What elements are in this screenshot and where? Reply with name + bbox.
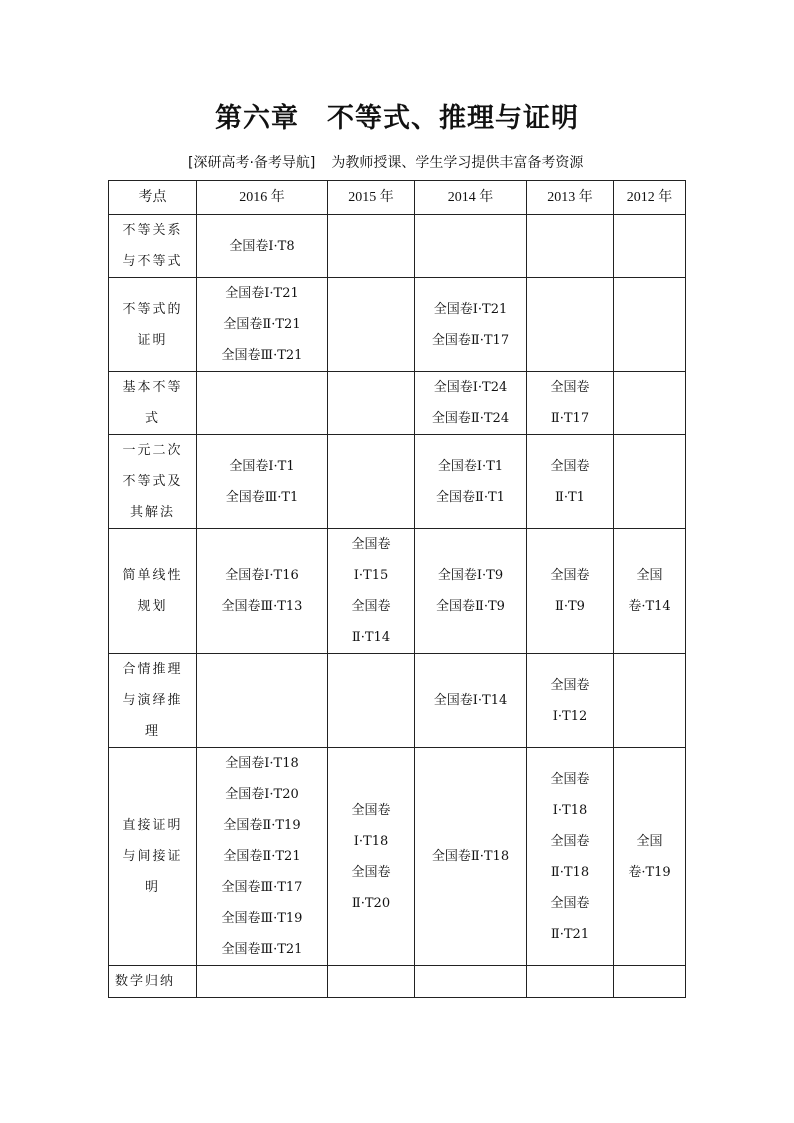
exam-entry: Ⅱ·T1	[555, 489, 585, 505]
exam-entry: Ⅱ·T20	[351, 895, 391, 911]
topic-cell	[109, 215, 197, 278]
topic-line: 不等关系	[122, 223, 183, 238]
topic-cell	[109, 435, 197, 529]
exam-cell	[614, 529, 686, 654]
topic-line: 其解法	[129, 505, 175, 520]
exam-cell	[197, 372, 328, 435]
exam-cell	[197, 215, 328, 278]
exam-cell	[527, 372, 614, 435]
exam-entry: 全国卷Ⅰ·T24	[433, 380, 508, 395]
topic-line: 一元二次	[122, 443, 183, 458]
table-row	[109, 654, 686, 748]
exam-entry: 全国卷Ⅰ·T21	[225, 286, 299, 301]
topic-line: 直接证明	[122, 818, 183, 833]
topic-cell	[109, 372, 197, 435]
topic-line: 简单线性	[122, 568, 183, 583]
table-body	[109, 215, 686, 998]
exam-cell	[328, 215, 415, 278]
exam-cell	[614, 278, 686, 372]
exam-cell	[328, 654, 415, 748]
exam-cell	[614, 215, 686, 278]
table-header-row	[109, 181, 686, 215]
exam-cell	[415, 748, 527, 966]
topic-line: 数学归纳	[115, 974, 176, 989]
topic-cell	[109, 278, 197, 372]
exam-entry: 卷·T19	[628, 864, 671, 880]
table-row	[109, 529, 686, 654]
exam-cell	[415, 435, 527, 529]
topic-line: 理	[144, 724, 160, 739]
exam-entry: 全国卷Ⅰ·T18	[225, 756, 299, 771]
exam-cell	[527, 748, 614, 966]
exam-entry: 全国	[636, 568, 663, 583]
exam-cell	[614, 372, 686, 435]
exam-entry: 全国卷Ⅱ·T17	[431, 332, 510, 348]
exam-cell	[415, 372, 527, 435]
exam-entry: Ⅱ·T17	[550, 411, 590, 426]
exam-entry: 全国	[636, 833, 663, 849]
exam-entry: 全国卷Ⅲ·T21	[221, 348, 303, 363]
exam-cell	[197, 435, 328, 529]
exam-entry: 全国卷Ⅰ·T1	[437, 458, 504, 474]
exam-cell	[527, 529, 614, 654]
header-2015: 2015 年	[328, 181, 415, 215]
exam-cell	[527, 435, 614, 529]
exam-entry: 全国卷	[550, 568, 590, 583]
exam-entry: 全国卷Ⅱ·T19	[223, 818, 301, 833]
page-title: 第六章 不等式、推理与证明	[215, 103, 579, 134]
table-row	[109, 278, 686, 372]
exam-entry: Ⅰ·T18	[353, 833, 389, 849]
exam-cell	[527, 654, 614, 748]
exam-cell	[328, 529, 415, 654]
exam-cell	[415, 215, 527, 278]
exam-entry: 全国卷	[550, 895, 590, 911]
topic-cell	[109, 966, 197, 998]
exam-entry: 全国卷Ⅲ·T19	[221, 911, 303, 926]
topic-line: 明	[144, 880, 160, 895]
exam-entry: 全国卷Ⅰ·T20	[225, 787, 299, 802]
exam-entry: 全国卷	[550, 458, 590, 474]
exam-cell	[197, 966, 328, 998]
table-row	[109, 435, 686, 529]
exam-entry: Ⅱ·T18	[550, 864, 590, 880]
topic-line: 合情推理	[122, 662, 183, 677]
topic-line: 规划	[137, 599, 168, 614]
exam-cell	[197, 529, 328, 654]
exam-cell	[527, 215, 614, 278]
exam-cell	[415, 654, 527, 748]
exam-entry: 全国卷Ⅱ·T9	[436, 599, 505, 614]
exam-entry: 全国卷Ⅰ·T14	[433, 693, 508, 708]
header-2013: 2013 年	[527, 181, 614, 215]
exam-entry: 全国卷Ⅰ·T9	[437, 568, 504, 583]
exam-cell	[328, 372, 415, 435]
topic-line: 基本不等	[122, 380, 183, 395]
exam-entry: 全国卷	[351, 802, 391, 818]
exam-entry: 全国卷Ⅱ·T18	[431, 849, 510, 864]
subtitle	[188, 152, 583, 172]
exam-cell	[614, 435, 686, 529]
table-row	[109, 215, 686, 278]
topic-line: 不等式及	[122, 474, 183, 489]
exam-cell	[197, 654, 328, 748]
topic-cell	[109, 748, 197, 966]
exam-cell	[415, 966, 527, 998]
exam-cell	[197, 748, 328, 966]
subtitle-text: 为教师授课、学生学习提供丰富备考资源	[331, 155, 584, 171]
exam-entry: Ⅰ·T15	[353, 568, 389, 583]
exam-entry: 全国卷Ⅲ·T17	[221, 880, 303, 895]
exam-entry: 全国卷	[550, 380, 590, 395]
exam-entry: 卷·T14	[628, 599, 671, 614]
exam-entry: 全国卷Ⅱ·T21	[223, 849, 301, 864]
topic-line: 不等式的	[122, 301, 183, 317]
header-2014: 2014 年	[415, 181, 527, 215]
exam-entry: 全国卷	[550, 771, 590, 787]
header-2012: 2012 年	[614, 181, 686, 215]
exam-entry: 全国卷	[550, 677, 590, 693]
exam-entry: Ⅱ·T21	[550, 926, 590, 942]
header-topic: 考点	[109, 181, 197, 215]
exam-cell	[527, 278, 614, 372]
topic-line: 与演绎推	[122, 693, 183, 708]
subtitle-bracket: [深研高考·备考导航]	[188, 155, 316, 171]
exam-cell	[415, 278, 527, 372]
exam-entry: 全国卷	[351, 864, 391, 880]
header-2016: 2016 年	[197, 181, 328, 215]
topic-cell	[109, 529, 197, 654]
exam-entry: 全国卷Ⅲ·T1	[225, 489, 299, 505]
exam-entry: 全国卷Ⅱ·T21	[223, 317, 301, 332]
exam-entry: 全国卷	[351, 599, 391, 614]
exam-entry: Ⅱ·T14	[351, 630, 391, 645]
exam-entry: 全国卷Ⅲ·T13	[221, 599, 303, 614]
exam-entry: 全国卷Ⅰ·T8	[229, 238, 295, 254]
exam-entry: 全国卷Ⅱ·T1	[436, 489, 505, 505]
exam-cell	[614, 654, 686, 748]
exam-cell	[614, 966, 686, 998]
exam-cell	[328, 278, 415, 372]
topic-line: 证明	[137, 332, 168, 348]
exam-entry: 全国卷	[351, 537, 391, 552]
exam-cell	[197, 278, 328, 372]
exam-entry: Ⅰ·T12	[552, 708, 588, 724]
exam-entry: Ⅱ·T9	[555, 599, 585, 614]
exam-cell	[527, 966, 614, 998]
topic-line: 与不等式	[122, 254, 183, 269]
table-row	[109, 748, 686, 966]
exam-cell	[328, 435, 415, 529]
exam-entry: 全国卷Ⅱ·T24	[431, 411, 510, 426]
exam-entry: 全国卷Ⅰ·T21	[433, 301, 508, 317]
topic-cell	[109, 654, 197, 748]
table-row	[109, 372, 686, 435]
topic-line: 与间接证	[122, 849, 183, 864]
exam-cell	[328, 966, 415, 998]
topic-line: 式	[144, 411, 160, 426]
exam-entry: Ⅰ·T18	[552, 802, 588, 818]
table-row	[109, 966, 686, 998]
exam-cell	[415, 529, 527, 654]
exam-topic-table	[108, 180, 686, 998]
exam-entry: 全国卷	[550, 833, 590, 849]
exam-entry: 全国卷Ⅰ·T1	[229, 458, 295, 474]
exam-cell	[614, 748, 686, 966]
exam-entry: 全国卷Ⅲ·T21	[221, 942, 303, 957]
exam-entry: 全国卷Ⅰ·T16	[225, 568, 299, 583]
exam-cell	[328, 748, 415, 966]
